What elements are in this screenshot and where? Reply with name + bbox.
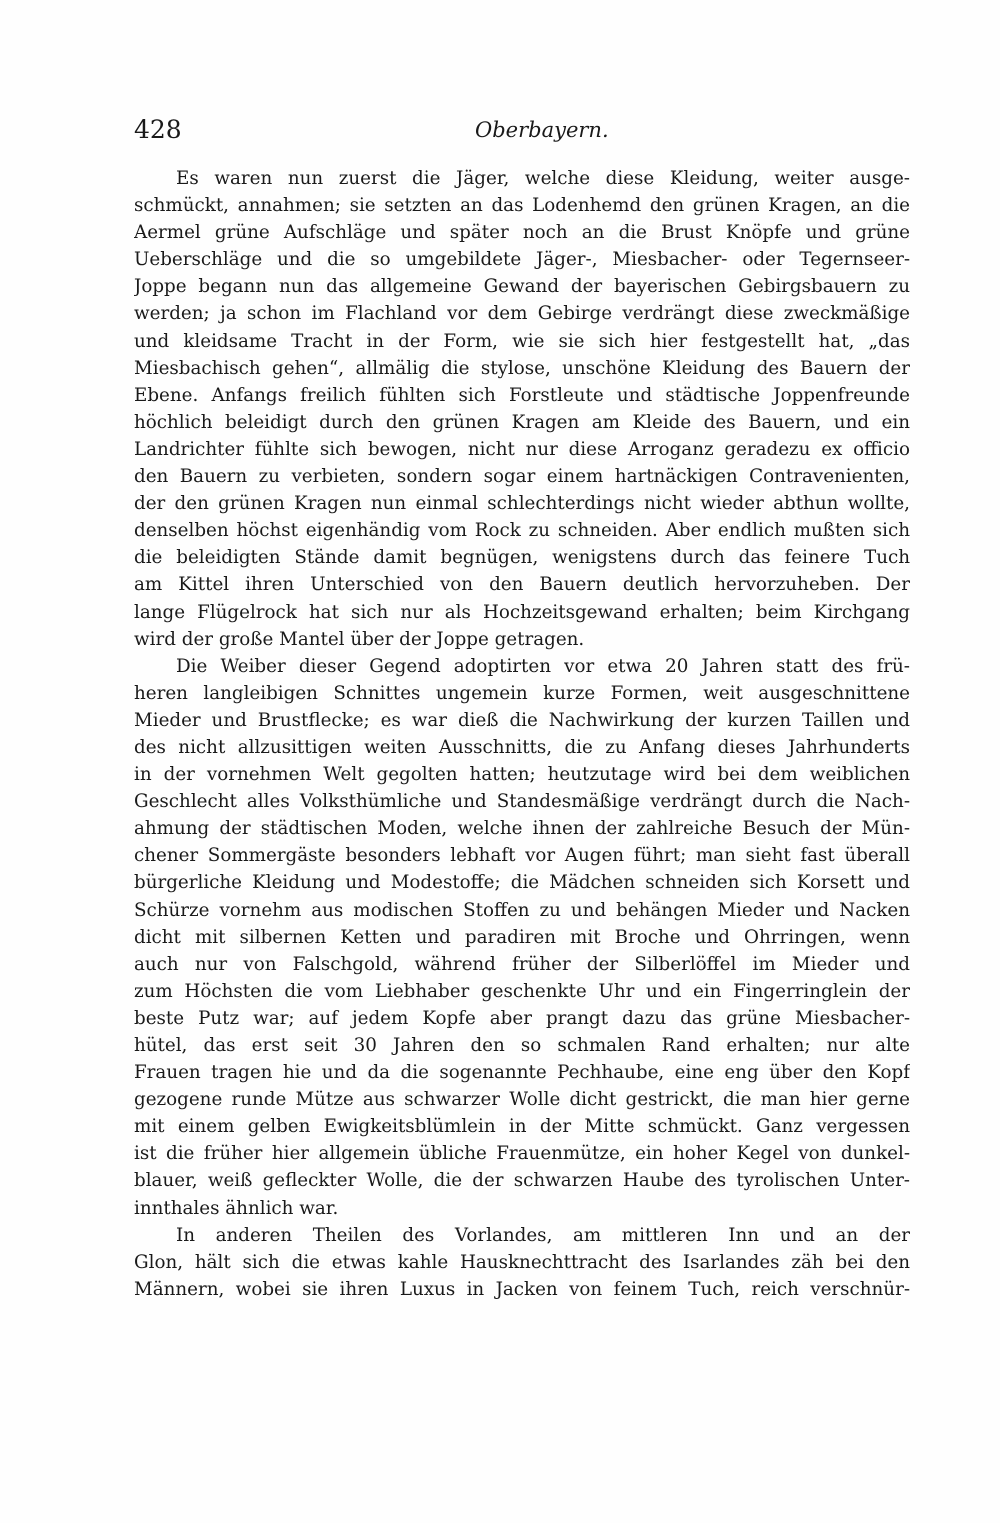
text-line: ist die früher hier allgemein übliche Frauenmütze, ein hoher Kegel von dunkel- [134, 1143, 910, 1165]
text-line: Ueberschläge und die so umgebildete Jäger-, Miesbacher- oder Tegernseer- [134, 249, 910, 271]
text-line: Joppe begann nun das allgemeine Gewand der bayerischen Gebirgsbauern zu [134, 276, 910, 298]
text-line: Mieder und Brustflecke; es war dieß die Nachwirkung der kurzen Taillen und [134, 709, 910, 731]
text-line: werden; ja schon im Flachland vor dem Gebirge verdrängt diese zweckmäßige [134, 303, 910, 325]
paragraph-2 [134, 653, 910, 1222]
text-line: gezogene runde Mütze aus schwarzer Wolle dicht gestrickt, die man hier gerne [134, 1089, 910, 1111]
text-line: In anderen Theilen des Vorlandes, am mittleren Inn und an der [176, 1224, 910, 1246]
text-line: Es waren nun zuerst die Jäger, welche diese Kleidung, weiter ausge- [176, 168, 910, 189]
text-line: der den grünen Kragen nun einmal schlechterdings nicht wieder abthun wollte, [134, 493, 910, 515]
text-line: Die Weiber dieser Gegend adoptirten vor etwa 20 Jahren statt des frü- [176, 655, 910, 677]
text-body [134, 165, 910, 1303]
text-line: den Bauern zu verbieten, sondern sogar einem hartnäckigen Contravenienten, [134, 466, 910, 488]
text-line: innthales ähnlich war. [134, 1197, 339, 1219]
text-line: mit einem gelben Ewigkeitsblümlein in der Mitte schmückt. Ganz vergessen [134, 1116, 910, 1138]
text-line: bürgerliche Kleidung und Modestoffe; die Mädchen schneiden sich Korsett und [134, 872, 910, 894]
text-line: in der vornehmen Welt gegolten hatten; heutzutage wird bei dem weiblichen [134, 764, 910, 786]
text-line: heren langleibigen Schnittes ungemein kurze Formen, weit ausgeschnittene [134, 682, 910, 704]
text-line: wird der große Mantel über der Joppe getragen. [134, 628, 585, 650]
text-line: dicht mit silbernen Ketten und paradiren mit Broche und Ohrringen, wenn [134, 926, 910, 948]
text-line: Miesbachisch gehen“, allmälig die stylose, unschöne Kleidung des Bauern der [134, 357, 910, 379]
text-line: Schürze vornehm aus modischen Stoffen zu und behängen Mieder und Nacken [134, 899, 910, 921]
text-line: des nicht allzusittigen weiten Ausschnitts, die zu Anfang dieses Jahrhunderts [134, 736, 910, 758]
text-line: Aermel grüne Aufschläge und später noch an die Brust Knöpfe und grüne [134, 222, 910, 244]
text-line: die beleidigten Stände damit begnügen, wenigstens durch das feinere Tuch [134, 547, 910, 569]
text-line: Landrichter fühlte sich bewogen, nicht nur diese Arroganz geradezu ex officio [134, 438, 910, 460]
text-line: Männern, wobei sie ihren Luxus in Jacken von feinem Tuch, reich verschnür- [134, 1278, 910, 1300]
text-line: Frauen tragen hie und da die sogenannte Pechhaube, eine eng über den Kopf [134, 1062, 910, 1084]
text-line: denselben höchst eigenhändig vom Rock zu schneiden. Aber endlich mußten sich [134, 520, 910, 542]
text-line: auch nur von Falschgold, während früher der Silberlöffel im Mieder und [134, 953, 910, 975]
text-line: Glon, hält sich die etwas kahle Hausknechttracht des Isarlandes zäh bei den [134, 1251, 910, 1273]
text-line: beste Putz war; auf jedem Kopfe aber prangt dazu das grüne Miesbacher- [134, 1007, 910, 1029]
text-line: lange Flügelrock hat sich nur als Hochzeitsgewand erhalten; beim Kirchgang [134, 601, 910, 623]
text-line: hütel, das erst seit 30 Jahren den so schmalen Rand erhalten; nur alte [134, 1035, 910, 1056]
running-head: Oberbayern. [475, 118, 609, 142]
text-line: schmückt, annahmen; sie setzten an das Lodenhemd den grünen Kragen, an die [134, 195, 910, 217]
text-line: chener Sommergäste besonders lebhaft vor Augen führt; man sieht fast überall [134, 845, 910, 867]
paragraph-1 [134, 165, 910, 653]
paragraph-3 [134, 1222, 910, 1303]
text-line: am Kittel ihren Unterschied von den Bauern deutlich hervorzuheben. Der [134, 574, 910, 596]
page-header [134, 112, 910, 148]
page-number: 428 [134, 115, 182, 144]
text-line: und kleidsame Tracht in der Form, wie sie sich hier festgestellt hat, „das [134, 330, 910, 352]
text-line: zum Höchsten die vom Liebhaber geschenkte Uhr und ein Fingerringlein der [134, 980, 910, 1002]
text-line: ahmung der städtischen Moden, welche ihnen der zahlreiche Besuch der Mün- [134, 818, 910, 840]
text-line: Ebene. Anfangs freilich fühlten sich Forstleute und städtische Joppenfreunde [134, 384, 910, 406]
text-line: blauer, weiß gefleckter Wolle, die der schwarzen Haube des tyrolischen Unter- [134, 1170, 910, 1192]
text-line: höchlich beleidigt durch den grünen Kragen am Kleide des Bauern, und ein [134, 411, 910, 433]
text-line: Geschlecht alles Volksthümliche und Standesmäßige verdrängt durch die Nach- [134, 791, 910, 813]
